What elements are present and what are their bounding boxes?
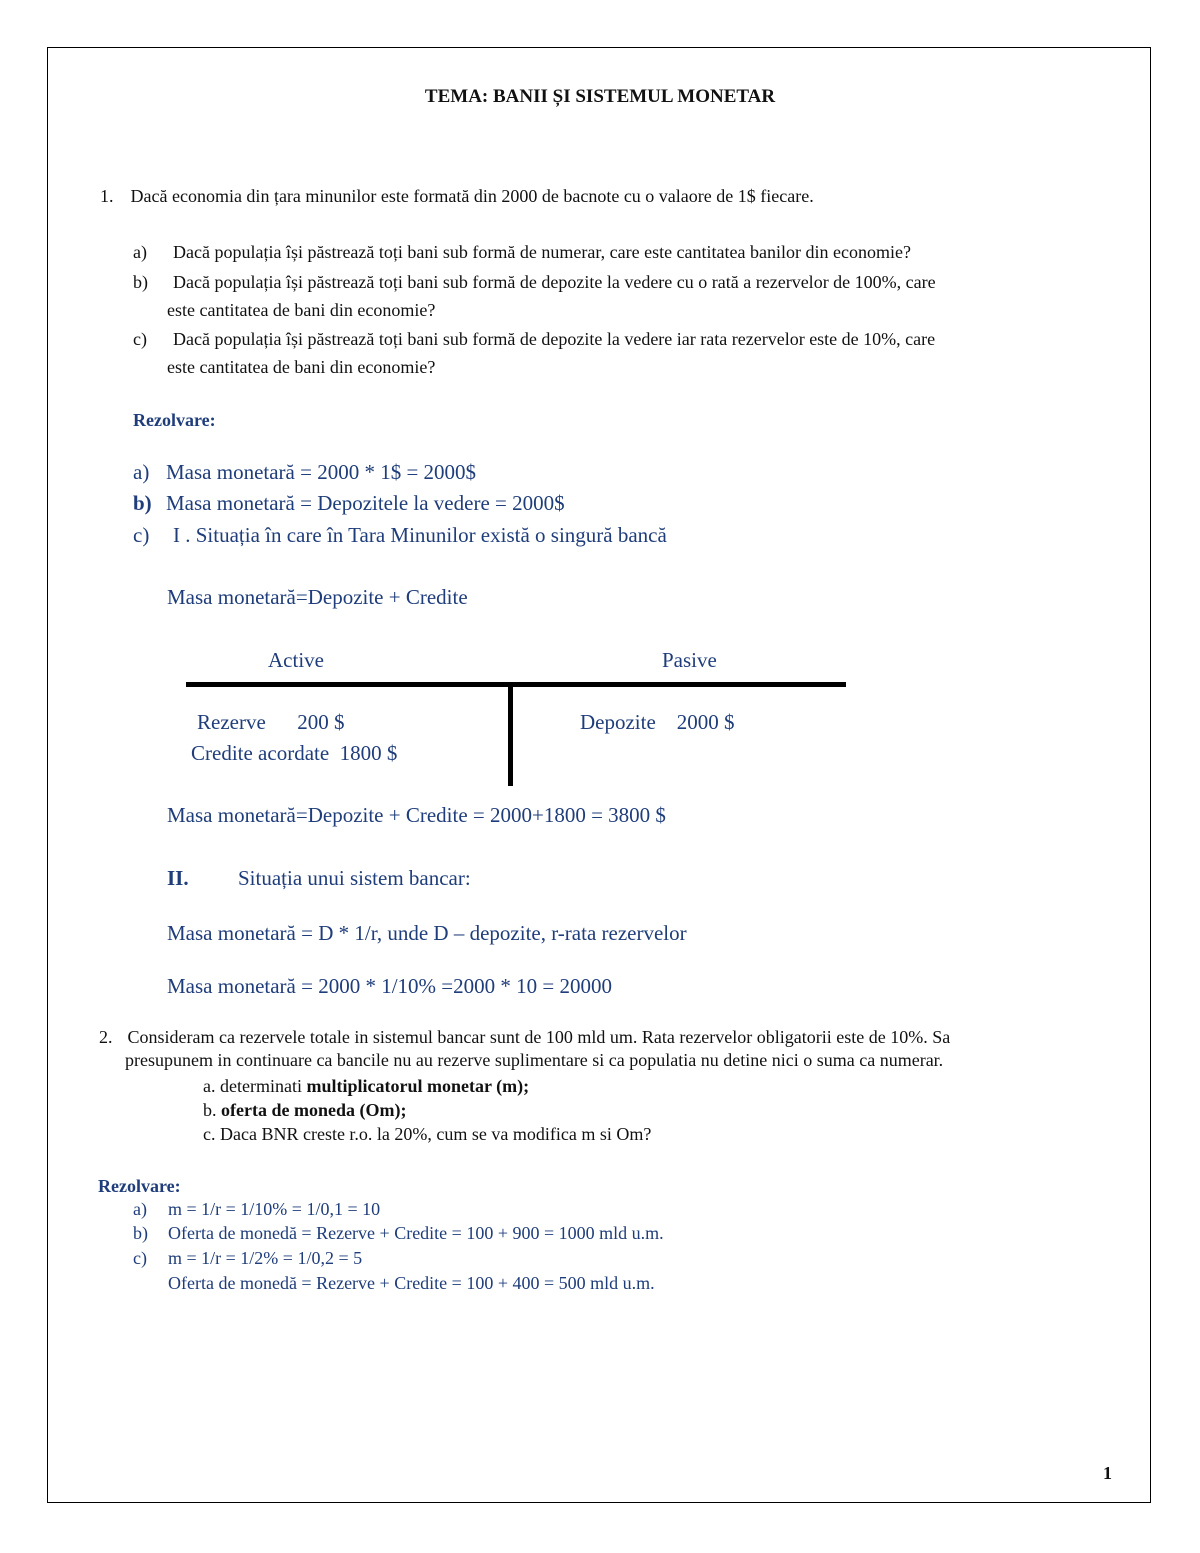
problem2-statement-continued: presupunem in continuare ca bancile nu au rezerve suplimentare si ca populatia nu detine nici o suma ca numerar. xyxy=(125,1050,944,1070)
page-number: 1 xyxy=(1103,1463,1112,1483)
question-c-continued: este cantitatea de bani din economie? xyxy=(167,357,436,377)
formula-deposits-credits: Masa monetară=Depozite + Credite xyxy=(167,585,468,609)
formula-multiplier: Masa monetară = D * 1/r, unde D – depozite, r-rata rezervelor xyxy=(167,921,687,945)
solution2-c-continued: Oferta de monedă = Rezerve + Credite = 100 + 400 = 500 mld u.m. xyxy=(168,1273,655,1293)
solution1-heading: Rezolvare: xyxy=(133,410,216,430)
problem2-task-c: c. Daca BNR creste r.o. la 20%, cum se va modifica m si Om? xyxy=(203,1124,652,1144)
solution2-a: a) m = 1/r = 1/10% = 1/0,1 = 10 xyxy=(133,1199,381,1219)
solution1-b: b) Masa monetară = Depozitele la vedere = 2000$ xyxy=(133,491,565,515)
problem2-task-b: b. oferta de moneda (Om); xyxy=(203,1100,407,1120)
problem1-statement xyxy=(100,186,814,207)
problem2-statement: 2. Consideram ca rezervele totale in sistemul bancar sunt de 100 mld um. Rata rezervelor obligatorii este de 10%. Sa xyxy=(99,1027,951,1047)
t-account-active-header: Active xyxy=(268,648,324,672)
case2-heading: II. Situația unui sistem bancar: xyxy=(167,866,471,890)
solution2-b: b) Oferta de monedă = Rezerve + Credite = 100 + 900 = 1000 mld u.m. xyxy=(133,1223,664,1243)
question-b-continued: este cantitatea de bani din economie? xyxy=(167,300,436,320)
document-title: TEMA: BANII ȘI SISTEMUL MONETAR xyxy=(424,86,776,107)
formula-money-supply-total: Masa monetară=Depozite + Credite = 2000+1800 = 3800 $ xyxy=(167,803,666,827)
t-account-deposits: Depozite 2000 $ xyxy=(580,710,735,734)
question-c: c) Dacă populația își păstrează toți bani sub formă de depozite la vedere iar rata rezervelor este de 10%, care xyxy=(133,329,936,349)
t-account-reserves: Rezerve 200 $ xyxy=(197,710,345,734)
question-a: a) Dacă populația își păstrează toți bani sub formă de numerar, care este cantitatea banilor din economie? xyxy=(133,242,911,262)
solution2-c: c) m = 1/r = 1/2% = 1/0,2 = 5 xyxy=(133,1248,363,1268)
t-account-horizontal-line xyxy=(186,682,846,687)
t-account-passive-header: Pasive xyxy=(662,648,717,672)
formula-multiplier-result: Masa monetară = 2000 * 1/10% =2000 * 10 = 20000 xyxy=(167,974,612,998)
problem2-number: 2. xyxy=(99,1027,113,1047)
question-b: b) Dacă populația își păstrează toți bani sub formă de depozite la vedere cu o rată a rezervelor de 100%, care xyxy=(133,272,936,292)
solution2-heading: Rezolvare: xyxy=(98,1176,181,1196)
problem1-text: Dacă economia din țara minunilor este formată din 2000 de bacnote cu o valaore de 1$ fiecare. xyxy=(130,186,814,206)
t-account-vertical-line xyxy=(508,684,513,786)
solution1-a: a) Masa monetară = 2000 * 1$ = 2000$ xyxy=(133,460,477,484)
problem1-number: 1. xyxy=(100,186,114,206)
problem2-task-a: a. determinati multiplicatorul monetar (m); xyxy=(203,1076,530,1096)
solution1-c: c) I . Situația în care în Tara Minunilor există o singură bancă xyxy=(133,523,667,547)
t-account-credits: Credite acordate 1800 $ xyxy=(191,741,398,765)
